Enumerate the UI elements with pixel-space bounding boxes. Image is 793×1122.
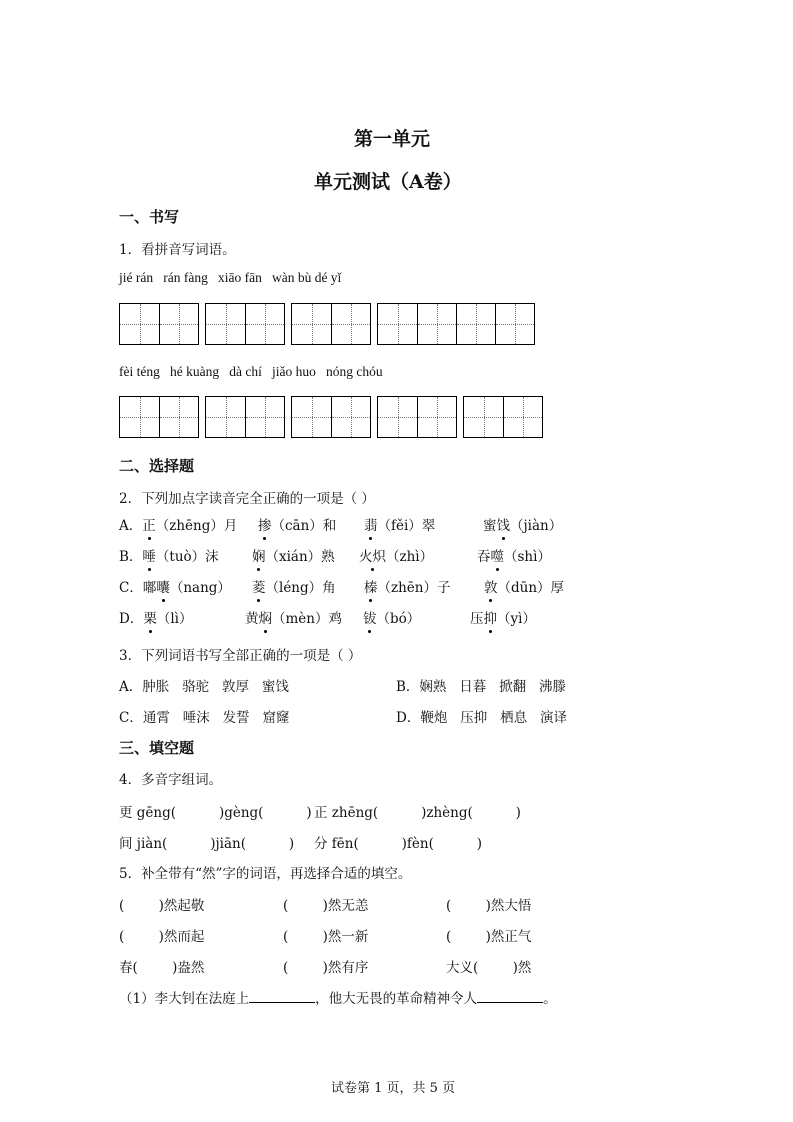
pinyin: fèi téng	[119, 364, 160, 379]
pinyin: hé kuàng	[169, 364, 220, 379]
q2-option-b-3	[359, 545, 433, 565]
answer-blank[interactable]	[477, 988, 543, 1003]
q2-option-d-2	[245, 607, 342, 627]
pinyin: jiǎo huo	[271, 364, 316, 379]
dotted-char: 焖	[258, 611, 272, 627]
page-footer: 试卷第 1 页，共 5 页	[331, 1081, 456, 1096]
pinyin: rán fàng	[163, 270, 208, 285]
q5-r2-2[interactable]: ( )然一新	[283, 929, 369, 945]
q1-stem: 1．看拼音写词语。	[119, 242, 236, 258]
char: 吞	[477, 549, 491, 565]
reading: （dūn）厚	[497, 580, 565, 596]
dotted-char: 噬	[490, 549, 504, 565]
q5-stem: 5．补全带有“然”字的词语，再选择合适的填空。	[119, 866, 412, 882]
page-subtitle: 单元测试（A卷）	[314, 171, 462, 193]
q3-option-c[interactable]: C．通霄 唾沫 发誓 窟窿	[119, 710, 290, 726]
q5-r1-2[interactable]: ( )然无恙	[283, 898, 369, 914]
q2-option-a[interactable]	[119, 514, 237, 534]
sentence-part: ，他大无畏的革命精神令人	[315, 991, 478, 1007]
reading: （yì）	[497, 611, 536, 627]
dotted-char: 饯	[496, 518, 510, 534]
reading: （zhì）	[386, 549, 434, 565]
section-fill-in: 三、填空题	[119, 739, 195, 757]
reading: （fěi）翠	[377, 518, 436, 534]
q2-option-c[interactable]	[119, 576, 231, 596]
q2-option-d-3	[363, 607, 420, 627]
char-box-group[interactable]	[205, 396, 285, 438]
reading: （zhēn）子	[377, 580, 451, 596]
reading: （tuò）沫	[155, 549, 219, 565]
char-box-group[interactable]	[377, 396, 457, 438]
pinyin-row-2	[119, 364, 383, 380]
page-title: 第一单元	[354, 128, 431, 150]
pinyin: dà chí	[229, 364, 262, 379]
reading: （shì）	[504, 549, 551, 565]
pinyin: jié rán	[119, 270, 154, 285]
reading: （jiàn）	[510, 518, 563, 534]
q2-option-a-4	[483, 514, 562, 534]
q4-stem: 4．多音字组词。	[119, 772, 223, 788]
q3-option-d[interactable]: D．鞭炮 压抑 栖息 演译	[396, 710, 567, 726]
q3-option-b[interactable]: B．娴熟 日暮 掀翻 沸滕	[396, 679, 567, 695]
sentence-part: （1）李大钊在法庭上	[119, 991, 250, 1007]
dotted-char: 唾	[142, 549, 156, 565]
char-box-group[interactable]	[463, 396, 543, 438]
q5-r1-3[interactable]: ( )然大悟	[446, 898, 532, 914]
pinyin: wàn bù dé yǐ	[271, 270, 342, 285]
q2-option-c-2	[252, 576, 336, 596]
dotted-char: 敦	[484, 580, 498, 596]
q2-option-b-4	[477, 545, 551, 565]
dotted-char: 娴	[252, 549, 266, 565]
q5-r3-1[interactable]: 春( )盎然	[119, 960, 205, 976]
char-box-group[interactable]	[205, 303, 285, 345]
dotted-char: 火炽	[359, 549, 386, 565]
pinyin: nóng chóu	[325, 364, 383, 379]
sentence-part: 。	[543, 991, 557, 1007]
char: 黄	[245, 611, 259, 627]
char-box-group[interactable]	[291, 303, 371, 345]
q2-option-c-4	[484, 576, 564, 596]
reading: （mèn）鸡	[272, 611, 342, 627]
q2-option-b-2	[252, 545, 335, 565]
q2-option-a-2	[258, 514, 336, 534]
pinyin: xiāo fān	[217, 270, 262, 285]
reading: （léng）角	[265, 580, 336, 596]
reading: （xián）熟	[265, 549, 335, 565]
dotted-char: 栗	[143, 611, 157, 627]
q2-option-b[interactable]	[119, 545, 219, 565]
dotted-char: 囔	[156, 580, 170, 596]
option-letter: A．	[119, 518, 143, 534]
char: 蜜	[483, 518, 497, 534]
q5-r3-2[interactable]: ( )然有序	[283, 960, 369, 976]
dotted-char: 正	[142, 518, 156, 534]
dotted-char: 抑	[483, 611, 497, 627]
q2-option-c-3	[364, 576, 451, 596]
option-letter: B．	[119, 549, 143, 565]
writing-grid-row-2	[119, 396, 549, 438]
q3-option-a[interactable]: A．肿胀 骆驼 敦厚 蜜饯	[119, 679, 289, 695]
char: 压	[470, 611, 484, 627]
q2-option-d-4	[470, 607, 536, 627]
section-writing: 一、书写	[119, 208, 180, 226]
q5-r2-1[interactable]: ( )然而起	[119, 929, 205, 945]
char-box-group[interactable]	[119, 303, 199, 345]
q5-sentence-1	[119, 987, 557, 1007]
dotted-char: 掺	[258, 518, 272, 534]
reading: （cān）和	[271, 518, 337, 534]
q5-r3-3[interactable]: 大义( )然	[446, 960, 532, 976]
char-box-group[interactable]	[291, 396, 371, 438]
answer-blank[interactable]	[249, 988, 315, 1003]
q3-stem: 3．下列词语书写全部正确的一项是（ ）	[119, 648, 362, 664]
q4-line-2b[interactable]: 分 fēn( )fèn( )	[314, 836, 483, 852]
reading: （bó）	[376, 611, 421, 627]
q4-line-1a[interactable]: 更 gēng( )gèng( )	[119, 805, 312, 821]
option-letter: D．	[119, 611, 144, 627]
reading: （zhēng）月	[155, 518, 238, 534]
q2-stem: 2．下列加点字读音完全正确的一项是（ ）	[119, 491, 375, 507]
dotted-char: 榛	[364, 580, 378, 596]
q5-r1-1[interactable]: ( )然起敬	[119, 898, 205, 914]
q2-option-a-3	[364, 514, 435, 534]
writing-grid-row-1	[119, 303, 539, 345]
dotted-char: 钹	[363, 611, 377, 627]
section-choice: 二、选择题	[119, 457, 195, 475]
reading: （nang）	[169, 580, 231, 596]
q4-line-1b[interactable]: 正 zhēng( )zhèng( )	[314, 805, 521, 821]
reading: （lì）	[156, 611, 193, 627]
dotted-char: 菱	[252, 580, 266, 596]
char-box-group[interactable]	[119, 396, 199, 438]
pinyin-row-1	[119, 270, 341, 286]
q2-option-d[interactable]	[119, 607, 192, 627]
dotted-char: 翡	[364, 518, 378, 534]
q5-r2-3[interactable]: ( )然正气	[446, 929, 532, 945]
option-letter: C．嘟	[119, 580, 157, 596]
char-box-group[interactable]	[377, 303, 535, 345]
q4-line-2a[interactable]: 间 jiàn( )jiān( )	[119, 836, 295, 852]
